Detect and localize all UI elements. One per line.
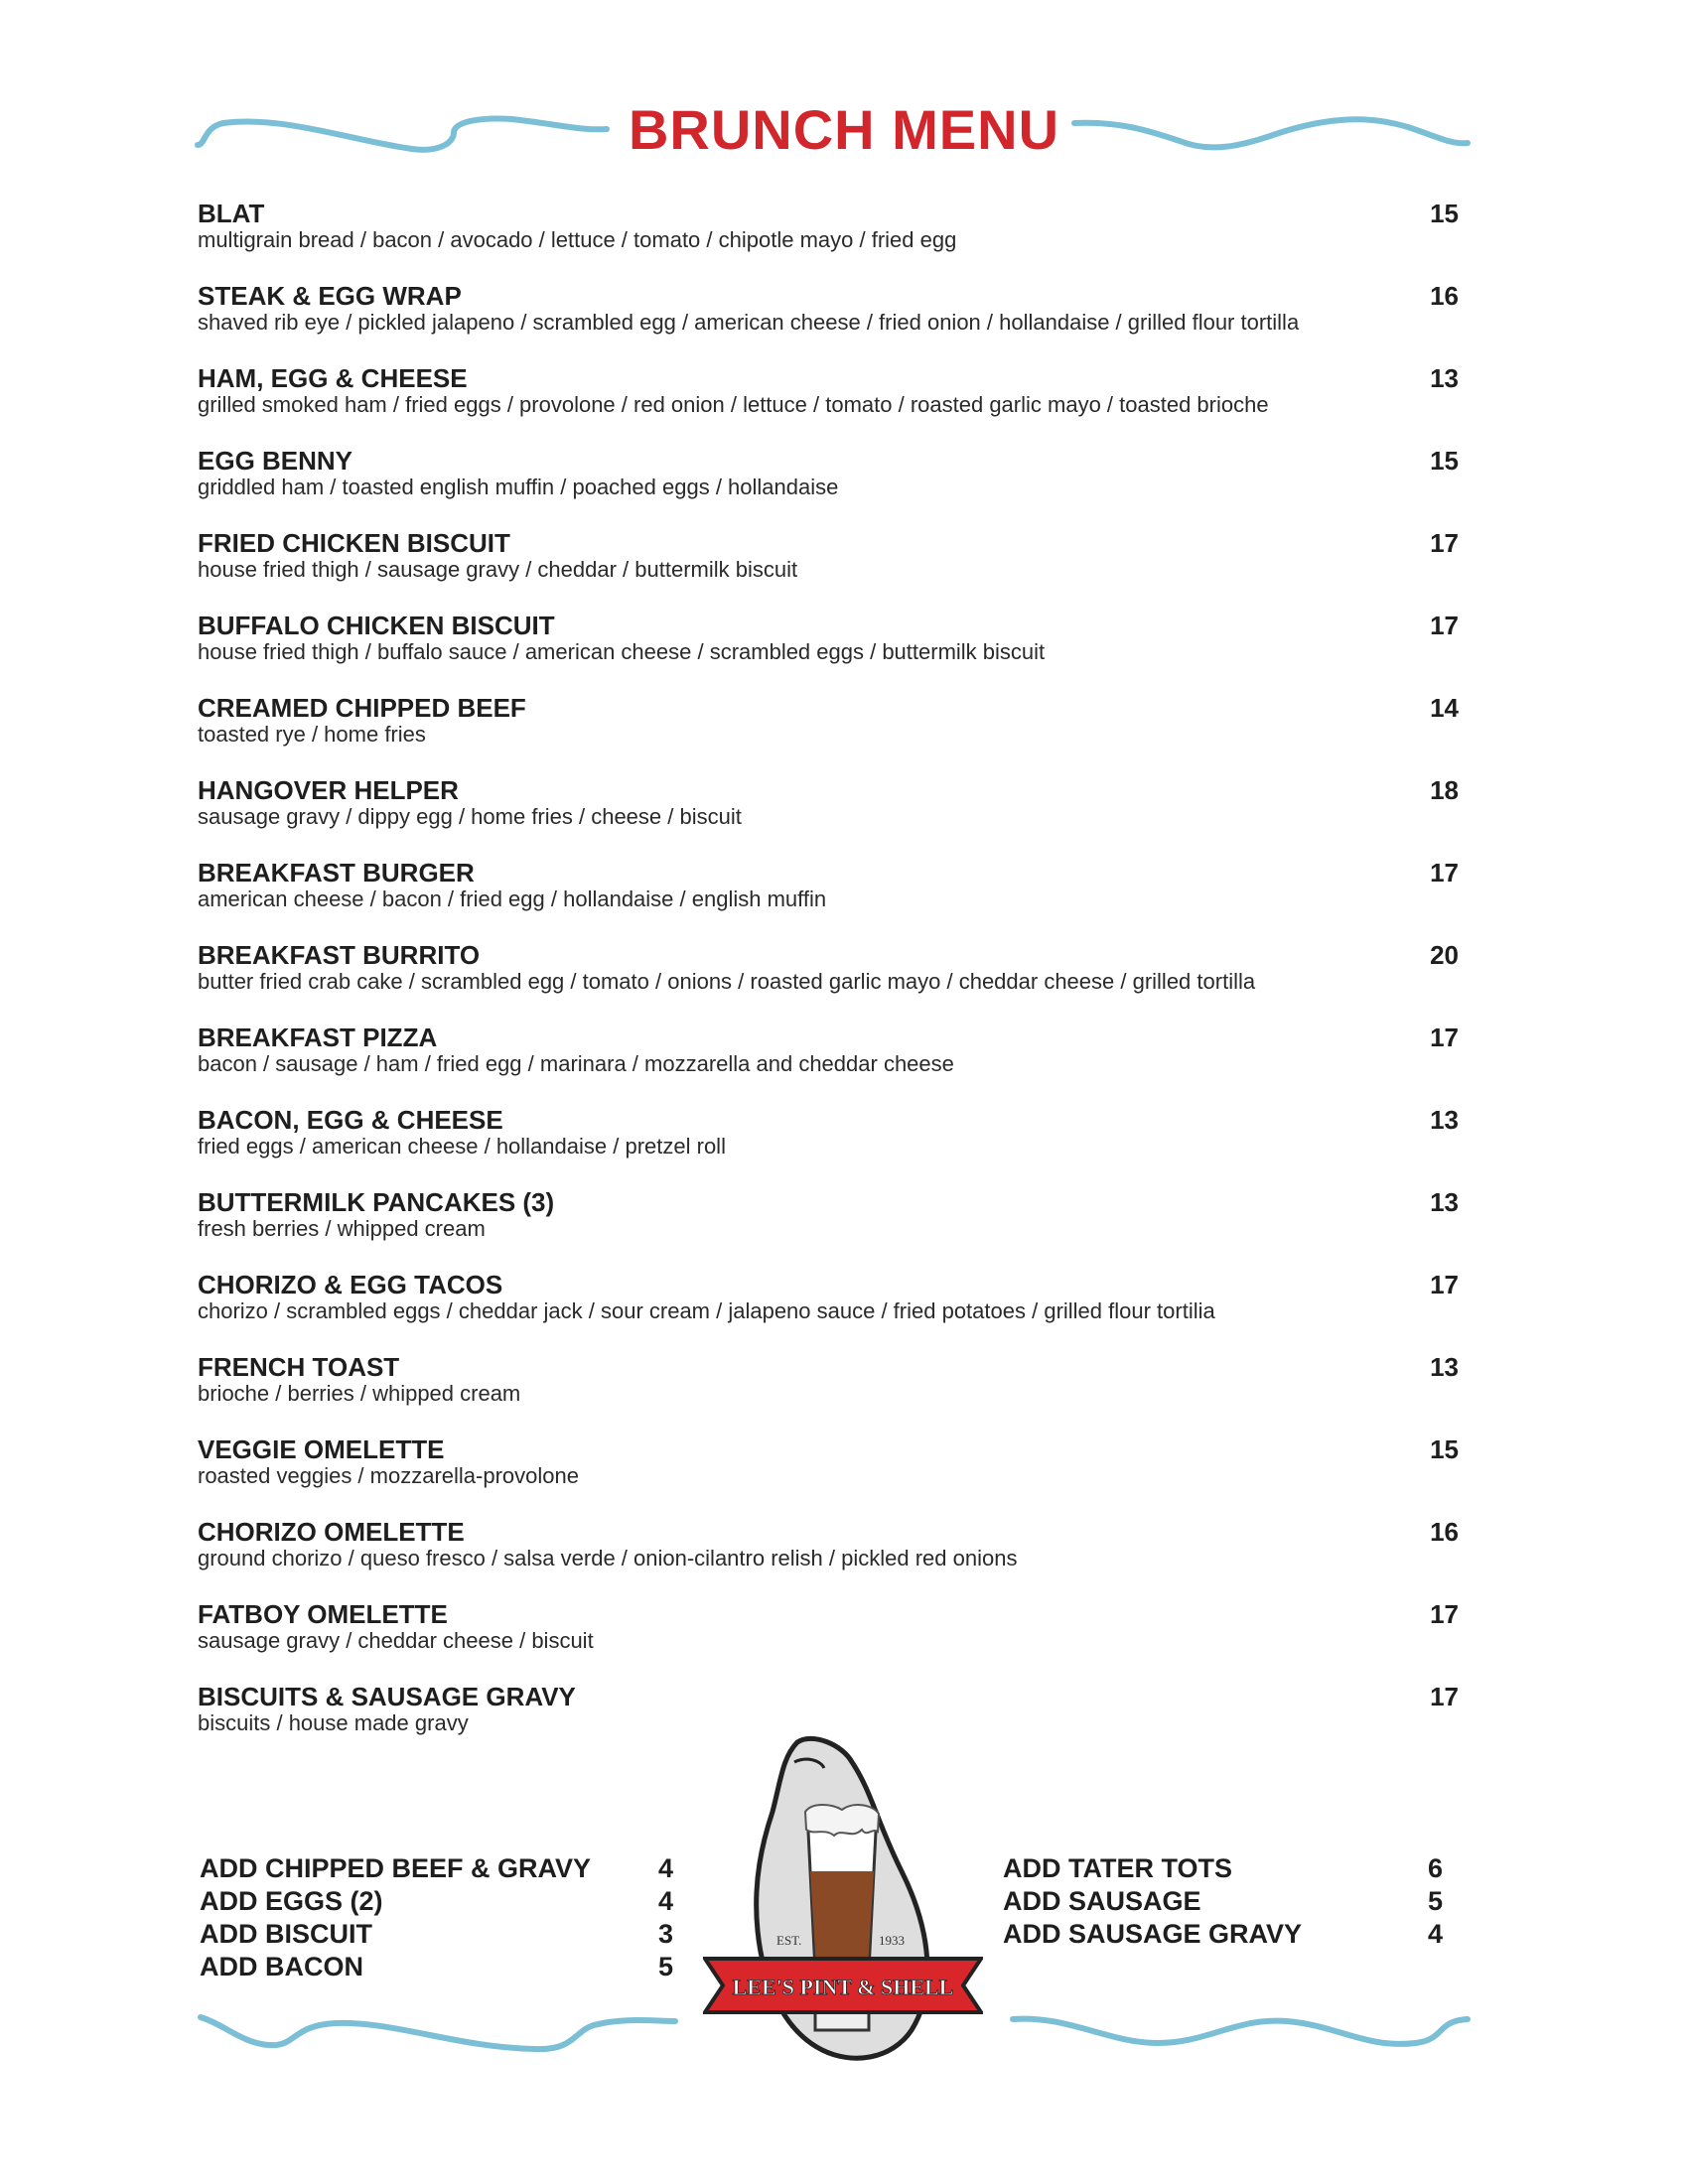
menu-item-description: multigrain bread / bacon / avocado / lettuce / tomato / chipotle mayo / fried egg	[198, 227, 957, 252]
menu-item-price: 17	[1430, 528, 1459, 558]
menu-item-name: CHORIZO OMELETTE	[198, 1517, 465, 1547]
addons-right-list	[1003, 1852, 1450, 1951]
menu-item	[198, 1519, 1459, 1570]
menu-item	[198, 1189, 1459, 1241]
addon-name: ADD EGGS (2)	[200, 1886, 383, 1916]
menu-item	[198, 283, 1459, 335]
menu-item-price: 16	[1430, 281, 1459, 311]
menu-item-name: BREAKFAST BURRITO	[198, 940, 481, 970]
menu-item-description: grilled smoked ham / fried eggs / provolone / red onion / lettuce / tomato / roasted garlic mayo / toasted brioche	[198, 392, 1269, 417]
menu-item-name: CREAMED CHIPPED BEEF	[198, 693, 526, 723]
menu-item-price: 17	[1430, 1599, 1459, 1629]
menu-item-name: CHORIZO & EGG TACOS	[198, 1270, 503, 1299]
menu-item	[198, 365, 1459, 417]
menu-item-description: roasted veggies / mozzarella-provolone	[198, 1463, 579, 1488]
addon-item	[1003, 1918, 1450, 1951]
addon-price: 4	[658, 1853, 674, 1883]
menu-item	[198, 1601, 1459, 1653]
menu-item	[198, 1354, 1459, 1406]
menu-item-description: sausage gravy / cheddar cheese / biscuit	[198, 1628, 594, 1653]
logo-name-text: LEE'S PINT & SHELL	[732, 1975, 954, 1999]
wave-divider-bottom-left	[197, 2007, 678, 2057]
menu-item-description: fresh berries / whipped cream	[198, 1216, 486, 1241]
menu-item-price: 13	[1430, 1352, 1459, 1382]
menu-item-price: 16	[1430, 1517, 1459, 1547]
menu-item-description: fried eggs / american cheese / hollandaise / pretzel roll	[198, 1134, 726, 1159]
menu-item	[198, 530, 1459, 582]
menu-item	[198, 201, 1459, 252]
addon-item	[200, 1951, 676, 1983]
menu-item-price: 13	[1430, 1105, 1459, 1135]
addon-item	[1003, 1852, 1450, 1885]
menu-item-description: house fried thigh / sausage gravy / cheddar / buttermilk biscuit	[198, 557, 798, 582]
menu-item-name: VEGGIE OMELETTE	[198, 1434, 445, 1464]
addon-item	[200, 1918, 676, 1951]
menu-item-name: BISCUITS & SAUSAGE GRAVY	[198, 1682, 576, 1711]
menu-item	[198, 942, 1459, 994]
menu-item	[198, 1436, 1459, 1488]
menu-item-name: BUFFALO CHICKEN BISCUIT	[198, 611, 555, 640]
menu-item-price: 13	[1430, 1187, 1459, 1217]
menu-item-name: FATBOY OMELETTE	[198, 1599, 448, 1629]
menu-item-price: 20	[1430, 940, 1459, 970]
addon-name: ADD SAUSAGE GRAVY	[1003, 1919, 1303, 1949]
addons-left-list	[200, 1852, 676, 1983]
menu-item	[198, 777, 1459, 829]
menu-item-description: butter fried crab cake / scrambled egg / tomato / onions / roasted garlic mayo / cheddar cheese / grilled tortilla	[198, 969, 1256, 994]
menu-item-description: chorizo / scrambled eggs / cheddar jack / sour cream / jalapeno sauce / fried potatoes / grilled flour tortilia	[198, 1298, 1215, 1323]
menu-item	[198, 1684, 1459, 1735]
lees-pint-and-shell-logo	[703, 1732, 983, 2065]
menu-item-name: BUTTERMILK PANCAKES (3)	[198, 1187, 555, 1217]
menu-item-price: 18	[1430, 775, 1459, 805]
menu-item	[198, 1107, 1459, 1159]
menu-item	[198, 860, 1459, 911]
logo-est-text: EST.	[776, 1933, 802, 1948]
menu-item	[198, 695, 1459, 747]
menu-item-name: BREAKFAST BURGER	[198, 858, 475, 887]
menu-item-name: BREAKFAST PIZZA	[198, 1023, 438, 1052]
logo-year-text: 1933	[879, 1933, 905, 1948]
menu-item-name: BLAT	[198, 199, 265, 228]
menu-item	[198, 448, 1459, 499]
menu-items-list	[198, 201, 1459, 1766]
menu-item	[198, 1272, 1459, 1323]
menu-item	[198, 1024, 1459, 1076]
wave-divider-bottom-right	[1009, 2007, 1471, 2057]
menu-item-price: 15	[1430, 446, 1459, 476]
menu-item	[198, 613, 1459, 664]
addon-name: ADD TATER TOTS	[1003, 1853, 1232, 1883]
menu-item-name: EGG BENNY	[198, 446, 353, 476]
addon-price: 4	[658, 1886, 674, 1916]
menu-item-name: BACON, EGG & CHEESE	[198, 1105, 503, 1135]
addon-name: ADD BACON	[200, 1952, 363, 1981]
menu-item-price: 15	[1430, 199, 1459, 228]
menu-item-description: ground chorizo / queso fresco / salsa verde / onion-cilantro relish / pickled red onions	[198, 1546, 1018, 1570]
menu-item-price: 17	[1430, 1682, 1459, 1711]
menu-item-price: 17	[1430, 611, 1459, 640]
menu-item-description: shaved rib eye / pickled jalapeno / scrambled egg / american cheese / fried onion / hollandaise / grilled flour tortilla	[198, 310, 1300, 335]
addon-item	[200, 1852, 676, 1885]
menu-item-description: griddled ham / toasted english muffin / poached eggs / hollandaise	[198, 475, 839, 499]
menu-item-description: house fried thigh / buffalo sauce / american cheese / scrambled eggs / buttermilk biscuit	[198, 639, 1046, 664]
menu-item-name: HANGOVER HELPER	[198, 775, 459, 805]
addon-price: 5	[658, 1952, 674, 1981]
menu-item-name: FRENCH TOAST	[198, 1352, 400, 1382]
addon-name: ADD CHIPPED BEEF & GRAVY	[200, 1853, 592, 1883]
menu-item-description: toasted rye / home fries	[198, 722, 426, 747]
menu-item-name: HAM, EGG & CHEESE	[198, 363, 468, 393]
addon-price: 4	[1428, 1919, 1444, 1949]
page-title: BRUNCH MENU	[628, 98, 1060, 161]
addon-item	[1003, 1885, 1450, 1918]
addon-name: ADD BISCUIT	[200, 1919, 372, 1949]
addon-price: 5	[1428, 1886, 1444, 1916]
menu-item-price: 17	[1430, 1023, 1459, 1052]
menu-item-description: brioche / berries / whipped cream	[198, 1381, 521, 1406]
addon-item	[200, 1885, 676, 1918]
menu-item-price: 15	[1430, 1434, 1459, 1464]
menu-item-name: FRIED CHICKEN BISCUIT	[198, 528, 510, 558]
menu-item-price: 17	[1430, 1270, 1459, 1299]
menu-item-price: 13	[1430, 363, 1459, 393]
addon-name: ADD SAUSAGE	[1003, 1886, 1201, 1916]
menu-item-name: STEAK & EGG WRAP	[198, 281, 462, 311]
addon-price: 3	[658, 1919, 674, 1949]
menu-item-description: biscuits / house made gravy	[198, 1710, 469, 1735]
addon-price: 6	[1428, 1853, 1444, 1883]
menu-item-description: american cheese / bacon / fried egg / hollandaise / english muffin	[198, 887, 827, 911]
menu-item-price: 17	[1430, 858, 1459, 887]
menu-item-price: 14	[1430, 693, 1459, 723]
menu-item-description: bacon / sausage / ham / fried egg / marinara / mozzarella and cheddar cheese	[198, 1051, 954, 1076]
menu-item-description: sausage gravy / dippy egg / home fries / cheese / biscuit	[198, 804, 742, 829]
